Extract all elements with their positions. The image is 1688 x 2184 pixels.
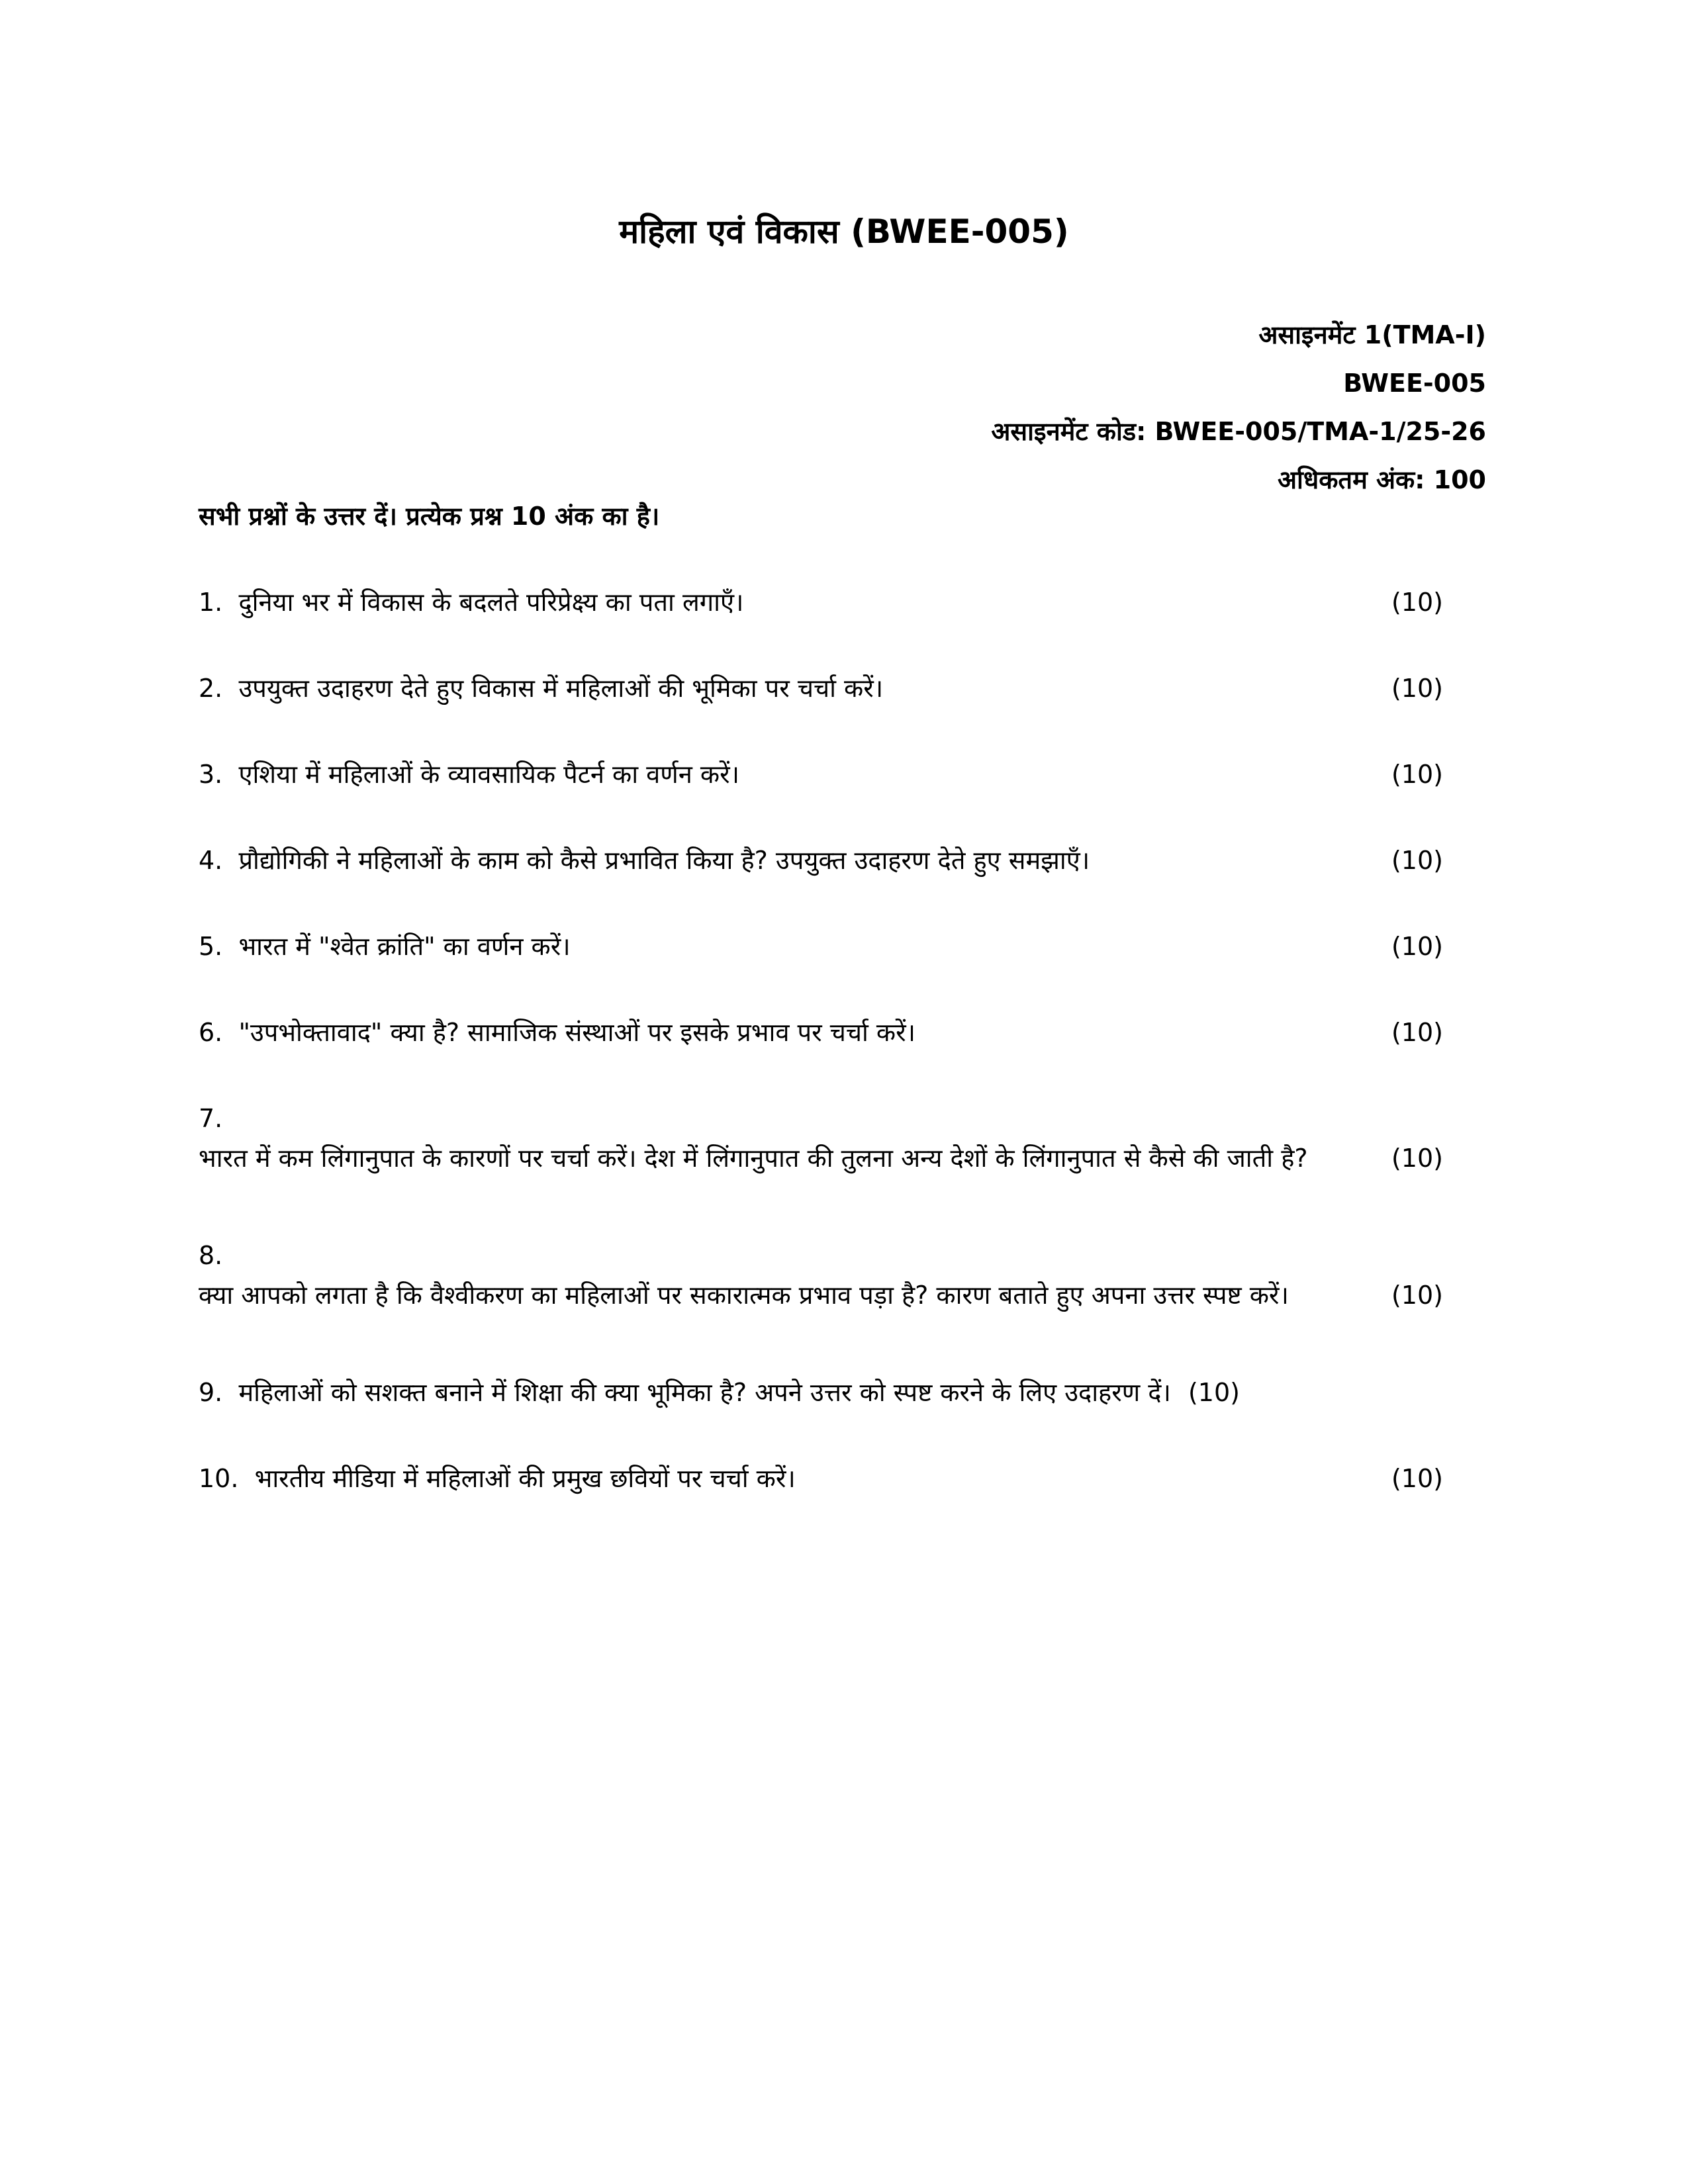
question-text: भारत में कम लिंगानुपात के कारणों पर चर्चा करें। देश में लिंगानुपात की तुलना अन्य देशों के लिंगानुपात से कैसे की जाती है? bbox=[199, 1144, 1308, 1173]
question-marks: (10) bbox=[1391, 1281, 1443, 1310]
question-marks: (10) bbox=[1391, 674, 1443, 703]
question-number: 10. bbox=[199, 1464, 247, 1493]
question-marks: (10) bbox=[1391, 932, 1443, 961]
question-marks: (10) bbox=[1391, 588, 1443, 617]
question-number: 9. bbox=[199, 1378, 231, 1407]
question-text: "उपभोक्तावाद" क्या है? सामाजिक संस्थाओं पर इसके प्रभाव पर चर्चा करें। bbox=[238, 1018, 916, 1047]
question-number: 1. bbox=[199, 588, 231, 617]
question-6 bbox=[199, 1013, 1443, 1052]
assignment-code: असाइनमेंट कोड: BWEE-005/TMA-1/25-26 bbox=[991, 417, 1486, 446]
instructions: सभी प्रश्नों के उत्तर दें। प्रत्येक प्रश्न 10 अंक का है। bbox=[199, 502, 660, 531]
question-4 bbox=[199, 841, 1443, 880]
question-marks: (10) bbox=[1391, 1464, 1443, 1493]
question-marks: (10) bbox=[1188, 1378, 1240, 1407]
document-title: महिला एवं विकास (BWEE-005) bbox=[619, 212, 1069, 251]
question-marks: (10) bbox=[1391, 760, 1443, 789]
assignment-number: असाइनमेंट 1(TMA-I) bbox=[1258, 320, 1486, 349]
question-number: 7. bbox=[199, 1104, 231, 1133]
question-text: प्रौद्योगिकी ने महिलाओं के काम को कैसे प्रभावित किया है? उपयुक्त उदाहरण देते हुए समझाएँ। bbox=[238, 846, 1090, 875]
question-marks: (10) bbox=[1391, 1018, 1443, 1047]
question-number: 8. bbox=[199, 1241, 231, 1270]
question-3 bbox=[199, 754, 1443, 794]
question-2 bbox=[199, 668, 1443, 708]
question-number: 6. bbox=[199, 1018, 231, 1047]
assignment-meta bbox=[991, 311, 1486, 504]
question-text: महिलाओं को सशक्त बनाने में शिक्षा की क्या भूमिका है? अपने उत्तर को स्पष्ट करने के लिए उदाहरण दें। bbox=[238, 1378, 1171, 1407]
question-marks: (10) bbox=[1391, 1144, 1443, 1173]
question-text: भारतीय मीडिया में महिलाओं की प्रमुख छवियों पर चर्चा करें। bbox=[254, 1464, 796, 1493]
question-5 bbox=[199, 927, 1443, 966]
question-8 bbox=[199, 1236, 1443, 1315]
question-list bbox=[199, 582, 1443, 1545]
question-text: उपयुक्त उदाहरण देते हुए विकास में महिलाओं की भूमिका पर चर्चा करें। bbox=[238, 674, 884, 703]
question-number: 3. bbox=[199, 760, 231, 789]
maximum-marks: अधिकतम अंक: 100 bbox=[1277, 465, 1486, 494]
course-code: BWEE-005 bbox=[1343, 369, 1486, 398]
question-number: 4. bbox=[199, 846, 231, 875]
question-text: दुनिया भर में विकास के बदलते परिप्रेक्ष्य का पता लगाएँ। bbox=[238, 588, 744, 617]
question-7 bbox=[199, 1099, 1443, 1178]
question-text: एशिया में महिलाओं के व्यावसायिक पैटर्न का वर्णन करें। bbox=[238, 760, 740, 789]
question-text: क्या आपको लगता है कि वैश्वीकरण का महिलाओं पर सकारात्मक प्रभाव पड़ा है? कारण बताते हुए अपना उत्तर स्पष्ट करें। bbox=[199, 1281, 1289, 1310]
question-marks: (10) bbox=[1391, 846, 1443, 875]
question-10 bbox=[199, 1459, 1443, 1498]
question-number: 5. bbox=[199, 932, 231, 961]
question-number: 2. bbox=[199, 674, 231, 703]
question-text: भारत में "श्वेत क्रांति" का वर्णन करें। bbox=[238, 932, 571, 961]
question-1 bbox=[199, 582, 1443, 622]
question-9 bbox=[199, 1373, 1443, 1412]
